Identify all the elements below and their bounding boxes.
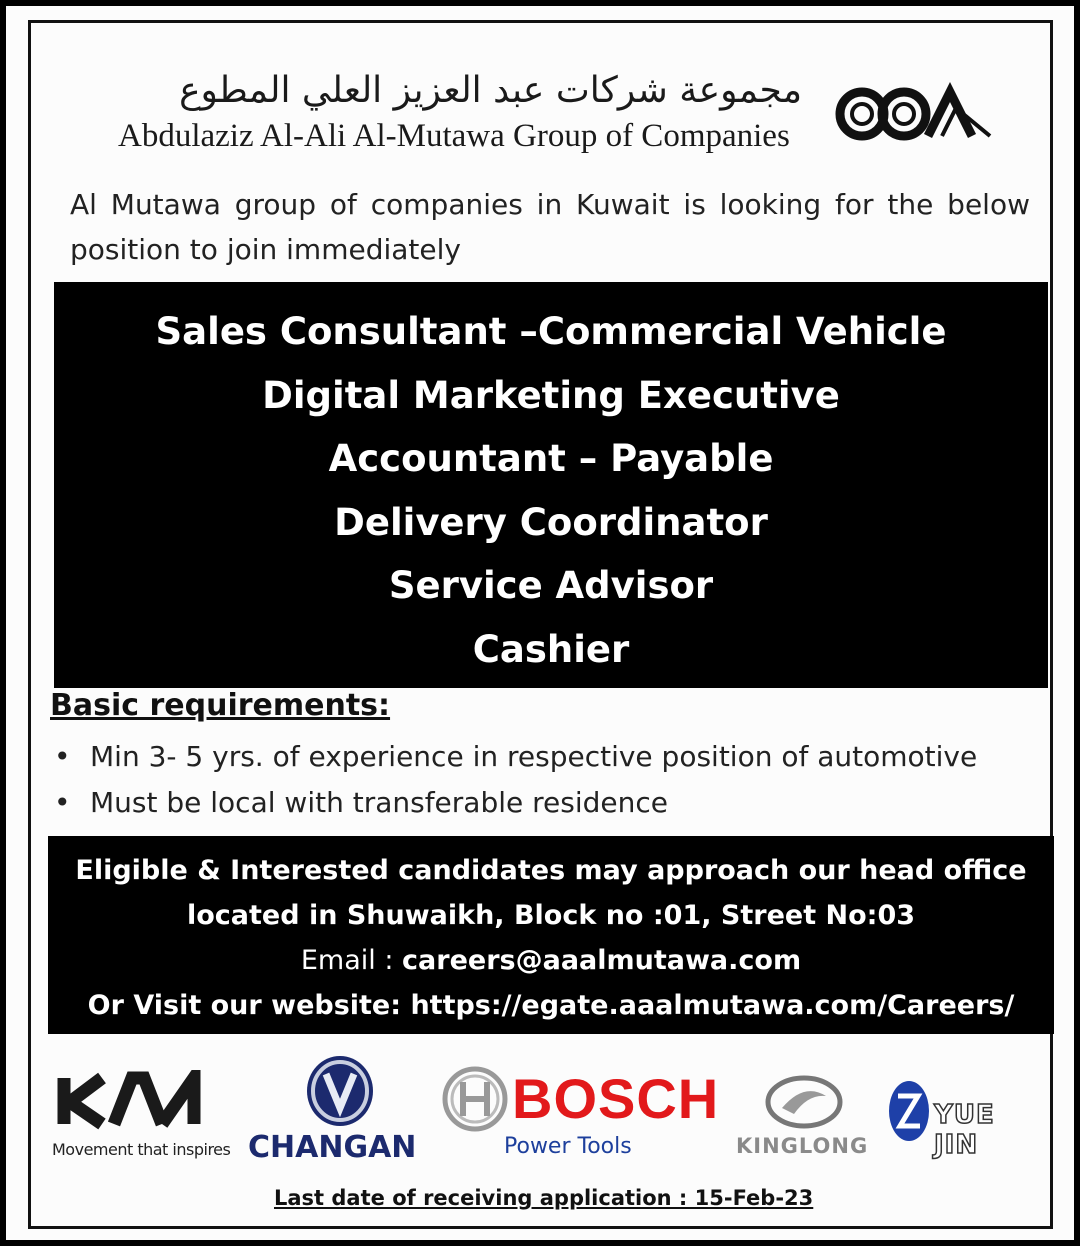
yuejin-brand: [886, 1074, 1046, 1160]
kia-brand: [48, 1060, 231, 1170]
company-name-arabic: مجموعة شركات عبد العزيز العلي المطوع: [179, 70, 802, 111]
requirement-text: Must be local with transferable residence: [90, 786, 668, 819]
changan-logo-icon: [300, 1054, 380, 1128]
company-name-english: Abdulaziz Al-Ali Al-Mutawa Group of Companies: [118, 118, 790, 154]
contact-line: Eligible & Interested candidates may approach our head office: [75, 855, 1027, 886]
bullet-icon: •: [54, 786, 71, 819]
yuejin-logo-icon: [886, 1078, 932, 1144]
positions-box: [54, 282, 1048, 688]
bosch-brand: [438, 1058, 728, 1168]
contact-address: located in Shuwaikh, Block no :01, Street No:03: [186, 900, 916, 931]
intro-text: Al Mutawa group of companies in Kuwait is looking for the below position to join immediately: [70, 188, 1030, 266]
bosch-subtitle: Power Tools: [504, 1134, 632, 1159]
kinglong-logo-icon: [764, 1074, 844, 1130]
bullet-icon: •: [54, 740, 71, 773]
kinglong-wordmark: KINGLONG: [736, 1134, 869, 1158]
requirements-list: [54, 734, 1044, 826]
requirements-heading: Basic requirements:: [50, 688, 391, 723]
bosch-armature-icon: [440, 1064, 510, 1134]
position-item: Digital Marketing Executive: [262, 373, 840, 417]
changan-wordmark: CHANGAN: [248, 1130, 417, 1165]
position-item: Accountant – Payable: [328, 437, 774, 480]
contact-box: [48, 836, 1054, 1034]
position-item: Delivery Coordinator: [334, 500, 768, 544]
requirement-text: Min 3- 5 yrs. of experience in respective position of automotive: [90, 740, 978, 773]
bosch-wordmark: BOSCH: [512, 1067, 720, 1130]
advertisement-sheet: [6, 6, 1074, 1240]
email-link[interactable]: careers@aaalmutawa.com: [402, 945, 802, 976]
application-deadline: Last date of receiving application : 15-Feb-23: [274, 1186, 814, 1210]
website-line[interactable]: Or Visit our website: https://egate.aaalmutawa.com/Careers/: [87, 990, 1015, 1021]
contact-email-line: [48, 938, 1054, 983]
company-header: [102, 46, 1002, 166]
kia-logo-icon: [54, 1070, 214, 1130]
position-item: Service Advisor: [388, 564, 714, 607]
requirement-item: [54, 780, 1044, 826]
kinglong-brand: [734, 1072, 884, 1172]
changan-brand: [244, 1052, 434, 1172]
company-logo-icon: [832, 72, 997, 152]
position-item: Sales Consultant –Commercial Vehicle: [155, 310, 947, 353]
email-label: Email :: [300, 945, 403, 976]
position-item: Cashier: [472, 627, 630, 671]
yuejin-wordmark: YUE JIN: [934, 1100, 995, 1160]
kia-tagline: Movement that inspires: [52, 1140, 231, 1159]
requirement-item: [54, 734, 1044, 780]
